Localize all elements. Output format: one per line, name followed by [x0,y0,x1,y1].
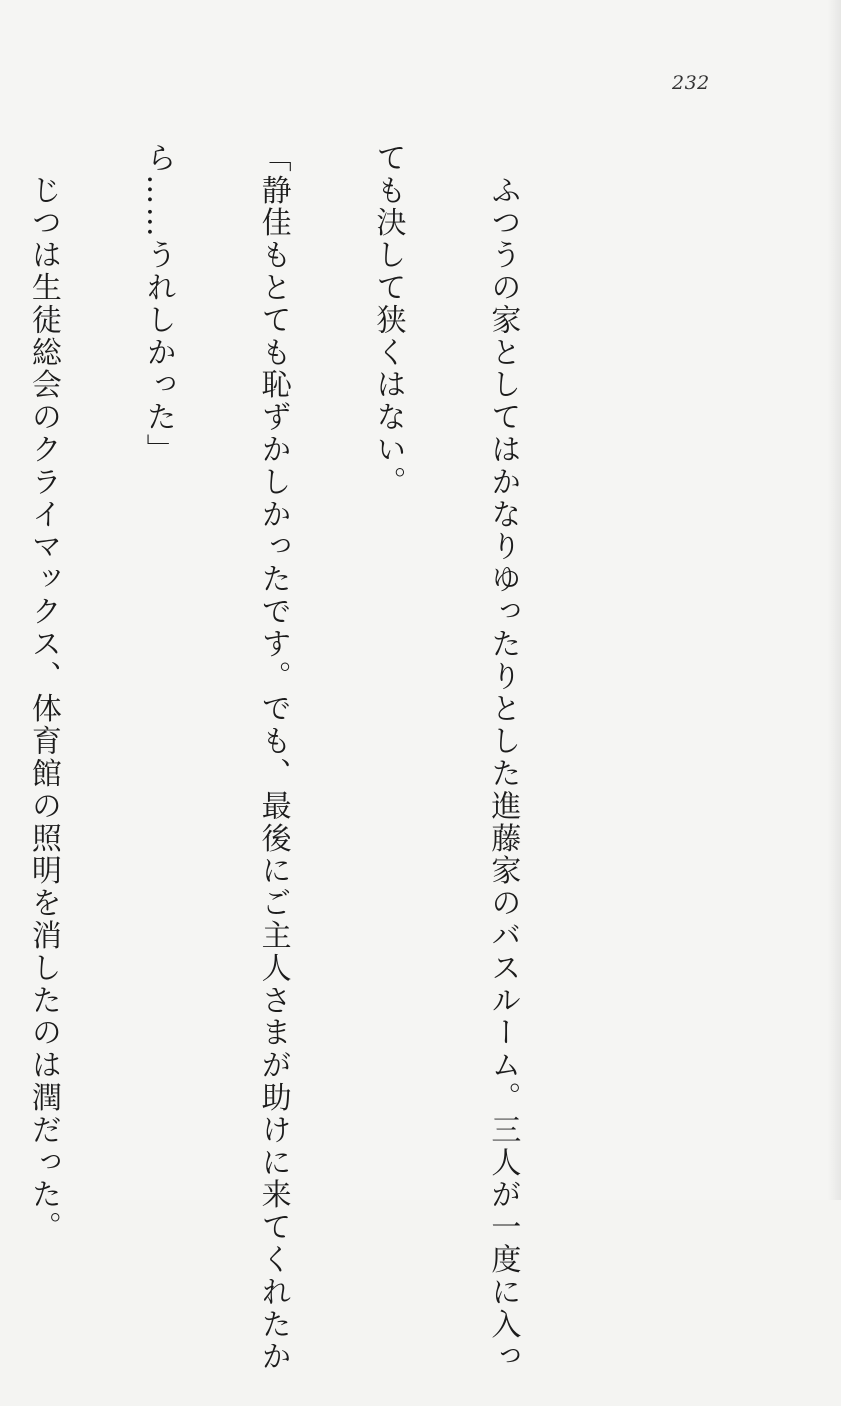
text-line: じつは生徒総会のクライマックス、体育館の照明を消したのは潤だった。 [25,142,61,1244]
text-line: ら……うれしかった」 [140,142,176,466]
text-line: 「静佳もとても恥ずかしかったです。でも、最後にご主人さまが助けに来てくれたか [255,142,291,1374]
text-line: ても決して狭くはない。 [370,142,406,499]
page-number: 232 [672,72,710,94]
page-edge-shadow [827,0,841,1200]
text-line: ふつうの家としてはかなりゆったりとした進藤家のバスルーム。三人が一度に入っ [485,142,521,1374]
vertical-text-body [25,142,598,1374]
